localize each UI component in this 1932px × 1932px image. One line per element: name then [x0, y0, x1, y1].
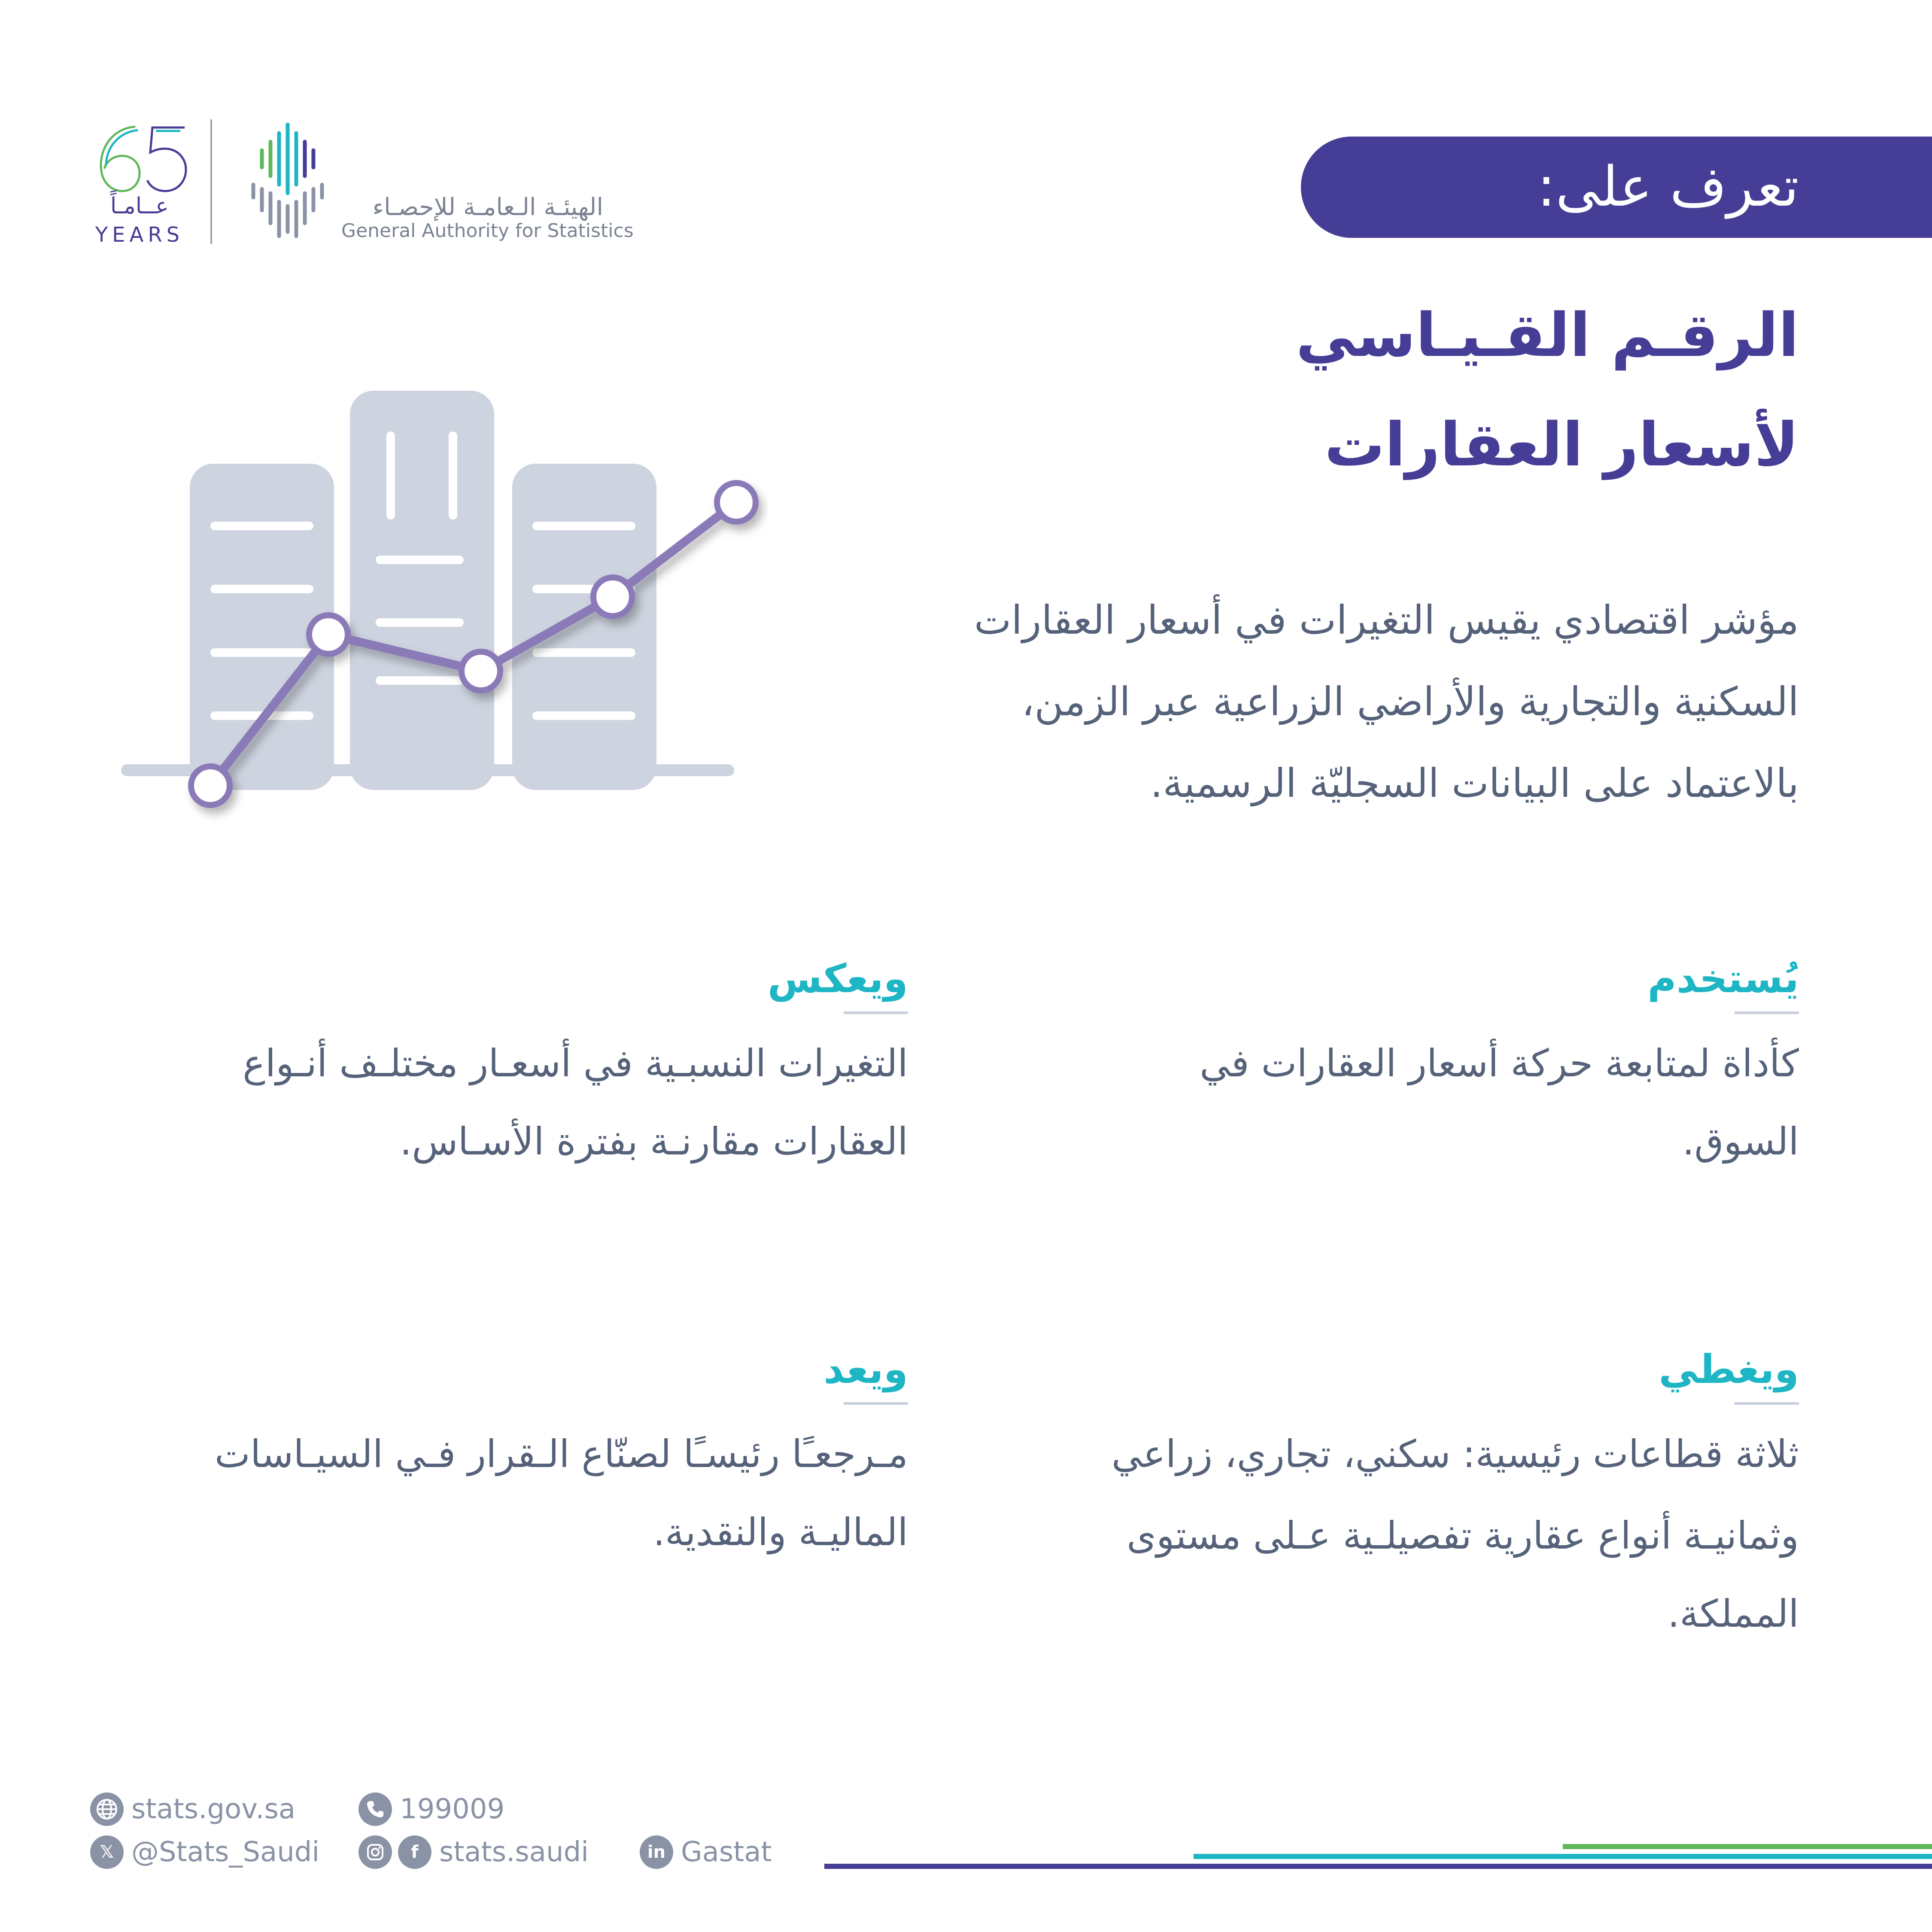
logo-separator: [210, 119, 212, 244]
trend-point: [462, 652, 500, 690]
block-heading: ويعكس: [767, 956, 908, 1002]
block-heading: ويغطي: [1659, 1346, 1799, 1392]
social-handle-text: stats.saudi: [439, 1836, 589, 1868]
page-title-line2: لأسعار العقارات: [1324, 410, 1799, 480]
block-heading: يُستخدم: [1647, 956, 1799, 1002]
heading-underline: [844, 1012, 908, 1014]
instagram-icon: [358, 1835, 392, 1869]
website-text: stats.gov.sa: [131, 1793, 296, 1825]
x-icon: 𝕏: [90, 1835, 124, 1869]
info-block-used: [1091, 953, 1799, 1181]
block-body: كأداة لمتابعة حركة أسعار العقارات في السوق.: [1200, 1041, 1799, 1163]
trend-point: [191, 766, 230, 805]
footer-stripe-green: [1563, 1844, 1932, 1849]
block-heading: ويعد: [823, 1346, 908, 1392]
building-center: [350, 391, 494, 790]
x-handle-text: @Stats_Saudi: [131, 1836, 320, 1868]
info-block-covers: [1091, 1344, 1799, 1653]
buildings-chart-illustration: [116, 378, 769, 841]
heading-underline: [1735, 1012, 1799, 1014]
trend-point: [593, 577, 632, 616]
page-title-line1: الرقـم القـيـاسي: [1296, 301, 1799, 371]
facebook-icon: f: [398, 1835, 431, 1869]
linkedin-text: Gastat: [681, 1836, 772, 1868]
trend-point: [309, 615, 348, 654]
org-name-ar: الهيئـة الـعامـة للإحصـاء: [372, 193, 603, 221]
footer-x[interactable]: [90, 1835, 319, 1869]
linkedin-icon: in: [640, 1835, 673, 1869]
info-block-reference: [152, 1344, 908, 1571]
info-block-reflects: [152, 953, 908, 1181]
footer-stripe-purple: [824, 1864, 1932, 1869]
phone-icon: [358, 1792, 392, 1826]
heading-underline: [844, 1402, 908, 1405]
building-right: [512, 464, 656, 790]
footer-social[interactable]: [358, 1835, 589, 1869]
intro-paragraph: مؤشر اقتصادي يقيس التغيرات في أسعار العقارات السكنية والتجارية والأراضي الزراعية عبر الزمن، بالاعتماد على البيانات السجليّة الرسمية.: [974, 597, 1799, 806]
block-body: مـرجعـًا رئيسـًا لصنّاع الـقرار فـي السيـاسات الماليـة والنقدية.: [215, 1432, 908, 1554]
globe-icon: [90, 1792, 124, 1826]
badge-text: تعرف على:: [1537, 155, 1799, 219]
anniversary-en: YEARS: [95, 223, 184, 247]
heading-underline: [1735, 1402, 1799, 1405]
block-body-line: وثمانيـة أنواع عقارية تفصيلـية عـلى مستوى المملكة.: [1127, 1513, 1799, 1636]
footer-linkedin[interactable]: [640, 1835, 772, 1869]
trend-point: [717, 483, 756, 522]
phone-text: 199009: [400, 1793, 505, 1825]
anniversary-ar: عــامـاً: [110, 193, 169, 219]
footer-phone[interactable]: [358, 1792, 504, 1826]
anniversary-logo: [88, 118, 191, 247]
org-name-en: General Authority for Statistics: [341, 220, 634, 242]
footer-stripe-cyan: [1194, 1854, 1932, 1859]
block-body-line: ثلاثة قطاعات رئيسية: سكني، تجاري، زراعي: [1111, 1432, 1799, 1476]
header-badge: [1301, 137, 1932, 238]
gastat-logo-icon: [240, 120, 326, 240]
block-body: التغيرات النسبـية في أسعـار مختلـف أنـواع العقارات مقارنـة بفترة الأسـاس.: [243, 1041, 908, 1163]
footer-website[interactable]: [90, 1792, 295, 1826]
